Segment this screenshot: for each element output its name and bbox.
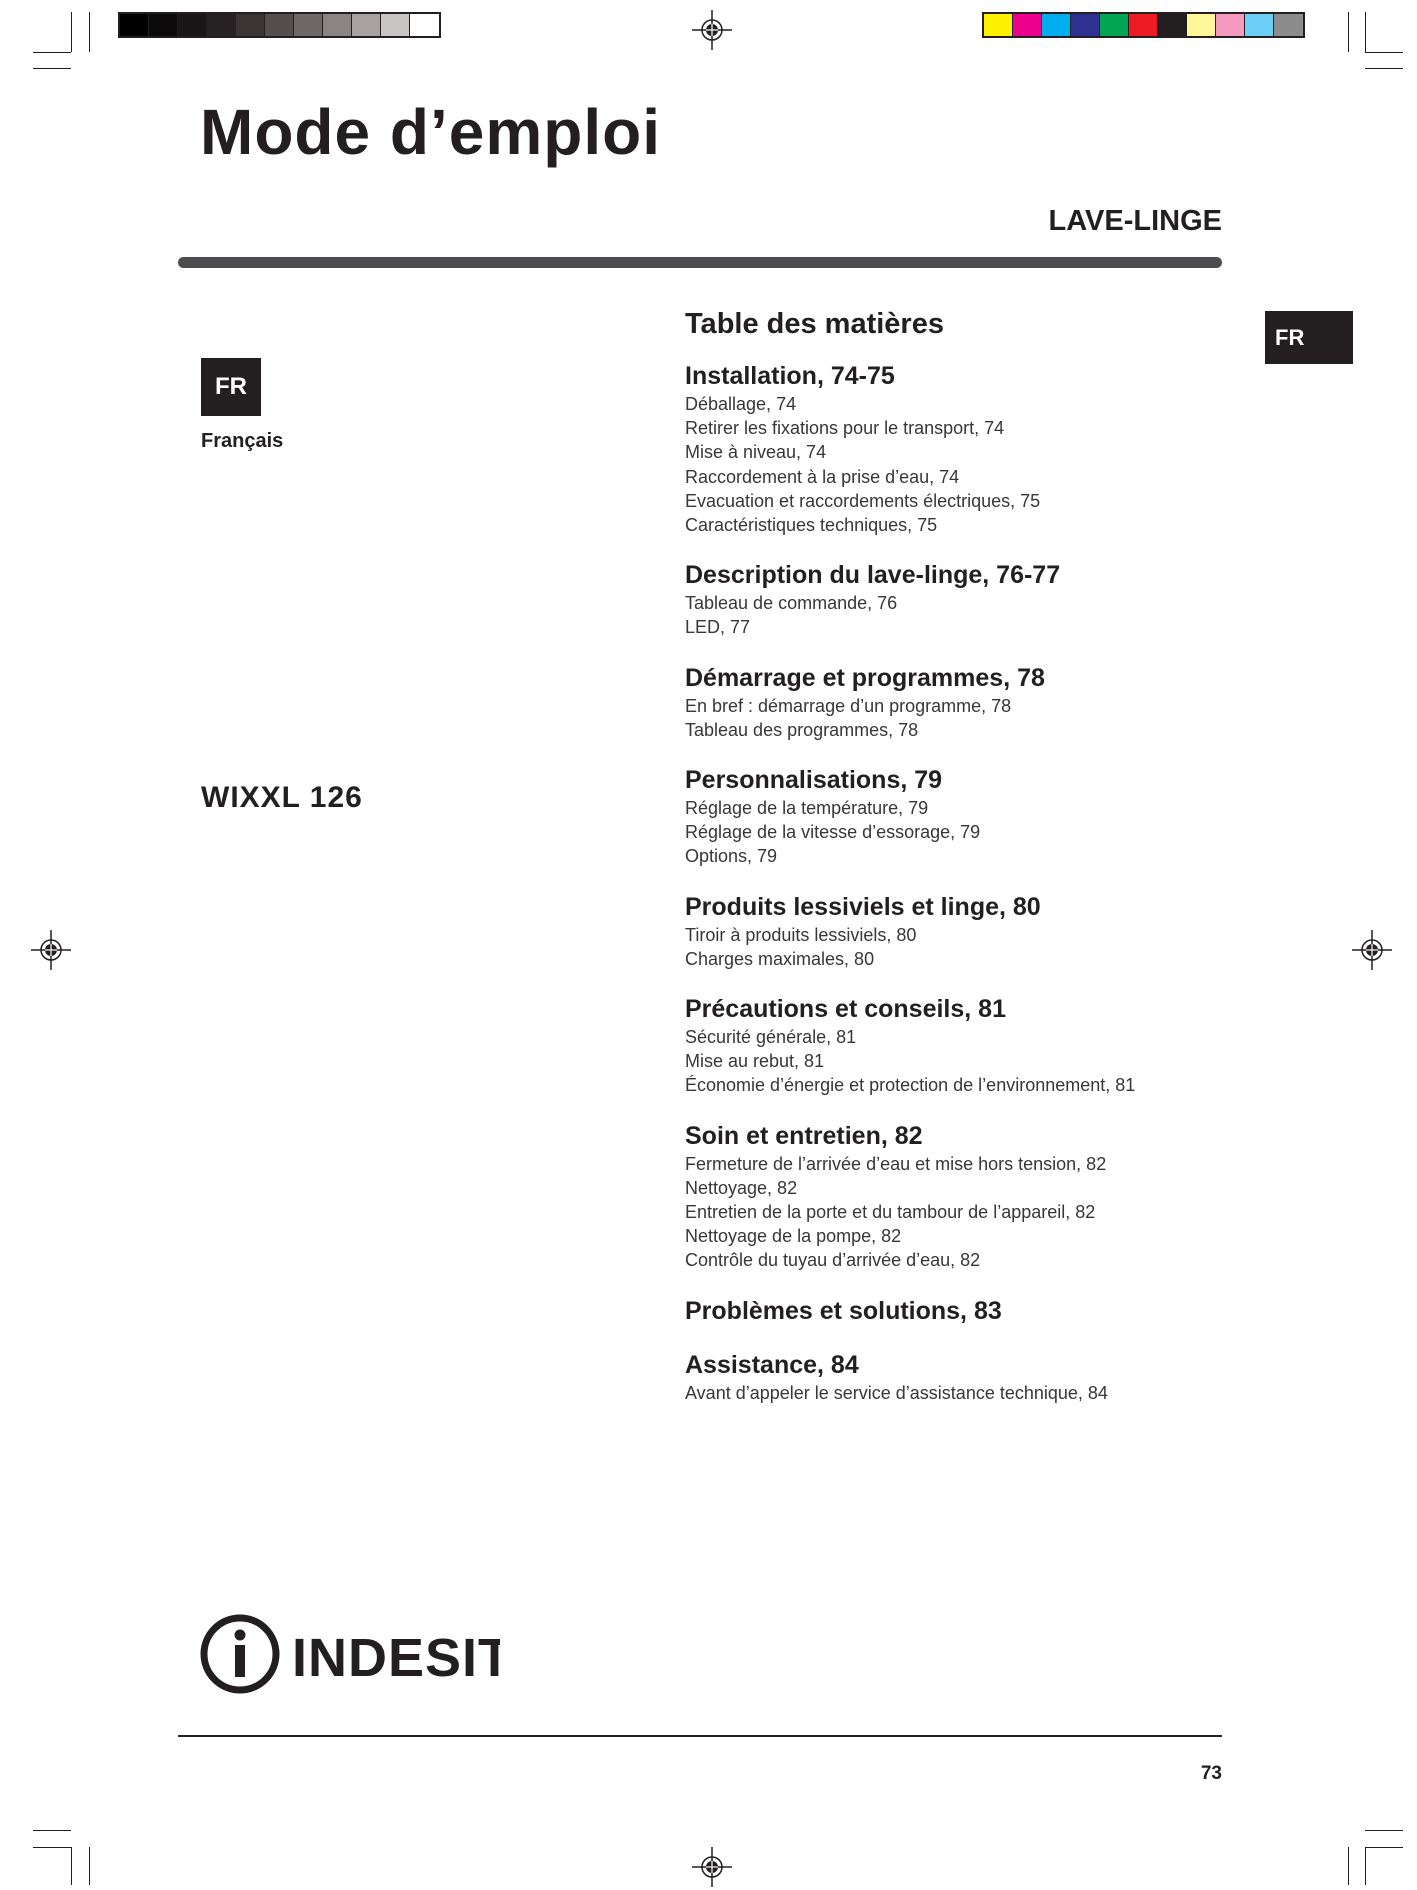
crop-mark	[71, 12, 72, 52]
crop-mark	[33, 52, 71, 53]
color-swatch	[1187, 14, 1216, 36]
toc-item: Retirer les fixations pour le transport, 74	[685, 418, 1005, 439]
toc-item: Nettoyage, 82	[685, 1177, 798, 1198]
footer-rule	[178, 1735, 1222, 1737]
toc-item: Économie d’énergie et protection de l’environnement, 81	[685, 1075, 1136, 1096]
toc-item: Contrôle du tuyau d’arrivée d’eau, 82	[685, 1250, 981, 1271]
color-swatch	[236, 14, 265, 36]
registration-mark-icon	[692, 10, 732, 50]
toc-item: Tableau des programmes, 78	[685, 719, 919, 740]
color-swatch	[1274, 14, 1303, 36]
page-title: Mode d’emploi	[200, 96, 661, 168]
crop-mark	[33, 1847, 71, 1848]
crop-mark	[89, 1847, 90, 1885]
language-tab: FR	[1265, 311, 1353, 364]
registration-mark-icon	[31, 930, 71, 970]
crop-mark	[1365, 1830, 1403, 1831]
toc-item-list	[685, 591, 1245, 639]
color-swatch	[207, 14, 236, 36]
toc-section	[685, 662, 1245, 742]
toc-item: Tableau de commande, 76	[685, 593, 898, 614]
toc-title: Table des matières	[685, 308, 944, 340]
toc-item: Sécurité générale, 81	[685, 1027, 857, 1048]
toc-item: Entretien de la porte et du tambour de l’appareil, 82	[685, 1202, 1096, 1223]
toc-section-heading: Produits lessiviels et linge, 80	[685, 892, 1041, 921]
registration-mark-icon	[692, 1847, 732, 1887]
toc-section	[685, 993, 1245, 1098]
toc-item-list	[685, 392, 1245, 537]
toc-item: Réglage de la vitesse d’essorage, 79	[685, 822, 981, 843]
toc-sections	[685, 360, 1245, 1405]
toc-item: Fermeture de l’arrivée d’eau et mise hors tension, 82	[685, 1153, 1107, 1174]
brand-name: INDESIT	[292, 1628, 500, 1688]
toc-item: Réglage de la température, 79	[685, 798, 929, 819]
toc-item: LED, 77	[685, 617, 751, 638]
color-swatch	[1100, 14, 1129, 36]
color-swatch	[381, 14, 410, 36]
grayscale-calibration-bar	[118, 12, 441, 38]
toc-section-heading: Assistance, 84	[685, 1350, 859, 1379]
toc-item-list	[685, 694, 1245, 742]
language-name: Français	[201, 430, 284, 452]
toc-item: Mise au rebut, 81	[685, 1051, 825, 1072]
color-swatch	[120, 14, 149, 36]
model-name: WIXXL 126	[201, 781, 363, 814]
color-swatch	[410, 14, 439, 36]
toc-item-list	[685, 1025, 1245, 1098]
toc-section-heading: Description du lave-linge, 76-77	[685, 561, 1061, 590]
color-swatch	[323, 14, 352, 36]
toc-item: En bref : démarrage d’un programme, 78	[685, 695, 1012, 716]
toc-section-heading: Installation, 74-75	[685, 362, 895, 390]
toc-section	[685, 1120, 1245, 1273]
table-of-contents	[685, 306, 1245, 1427]
toc-section-heading: Démarrage et programmes, 78	[685, 663, 1045, 692]
toc-section	[685, 1295, 1245, 1327]
registration-mark-icon	[1352, 930, 1392, 970]
crop-mark	[89, 12, 90, 52]
toc-section-heading: Précautions et conseils, 81	[685, 995, 1006, 1024]
toc-section-heading: Problèmes et solutions, 83	[685, 1296, 1002, 1325]
toc-section	[685, 559, 1245, 639]
page-number: 73	[1200, 1763, 1222, 1784]
toc-item: Nettoyage de la pompe, 82	[685, 1226, 902, 1247]
crop-mark	[1365, 68, 1403, 69]
brand-logo	[200, 1612, 500, 1696]
toc-item-list	[685, 923, 1245, 971]
crop-mark	[1365, 1847, 1403, 1848]
toc-section	[685, 360, 1245, 537]
toc-item: Mise à niveau, 74	[685, 442, 827, 463]
toc-item-list	[685, 1381, 1245, 1405]
toc-section-heading: Soin et entretien, 82	[685, 1121, 923, 1150]
color-swatch	[149, 14, 178, 36]
color-calibration-bar	[982, 12, 1305, 38]
indesit-logo-icon	[200, 1612, 500, 1696]
color-swatch	[178, 14, 207, 36]
crop-mark	[1348, 1847, 1349, 1885]
color-swatch	[1071, 14, 1100, 36]
toc-section	[685, 891, 1245, 971]
color-swatch	[1158, 14, 1187, 36]
color-swatch	[294, 14, 323, 36]
color-swatch	[1042, 14, 1071, 36]
color-swatch	[1013, 14, 1042, 36]
toc-item: Avant d’appeler le service d’assistance technique, 84	[685, 1382, 1108, 1403]
toc-item: Raccordement à la prise d’eau, 74	[685, 466, 960, 487]
color-swatch	[265, 14, 294, 36]
title-rule	[178, 257, 1222, 268]
color-swatch	[984, 14, 1013, 36]
crop-mark	[1365, 1847, 1366, 1885]
toc-item: Charges maximales, 80	[685, 948, 875, 969]
crop-mark	[1365, 12, 1366, 52]
color-swatch	[1216, 14, 1245, 36]
toc-item-list	[685, 796, 1245, 869]
toc-item: Déballage, 74	[685, 394, 797, 414]
toc-item: Caractéristiques techniques, 75	[685, 515, 938, 536]
crop-mark	[33, 68, 71, 69]
toc-item-list	[685, 1152, 1245, 1273]
color-swatch	[1245, 14, 1274, 36]
crop-mark	[1348, 12, 1349, 52]
toc-item: Evacuation et raccordements électriques, 75	[685, 490, 1041, 511]
product-type: LAVE-LINGE	[1048, 205, 1222, 237]
language-badge: FR	[201, 358, 261, 416]
toc-section-heading: Personnalisations, 79	[685, 766, 943, 795]
crop-mark	[33, 1830, 71, 1831]
toc-item: Options, 79	[685, 846, 778, 867]
crop-mark	[71, 1847, 72, 1885]
toc-item: Tiroir à produits lessiviels, 80	[685, 924, 917, 945]
toc-section	[685, 764, 1245, 869]
crop-mark	[1365, 52, 1403, 53]
color-swatch	[1129, 14, 1158, 36]
color-swatch	[352, 14, 381, 36]
toc-section	[685, 1349, 1245, 1405]
